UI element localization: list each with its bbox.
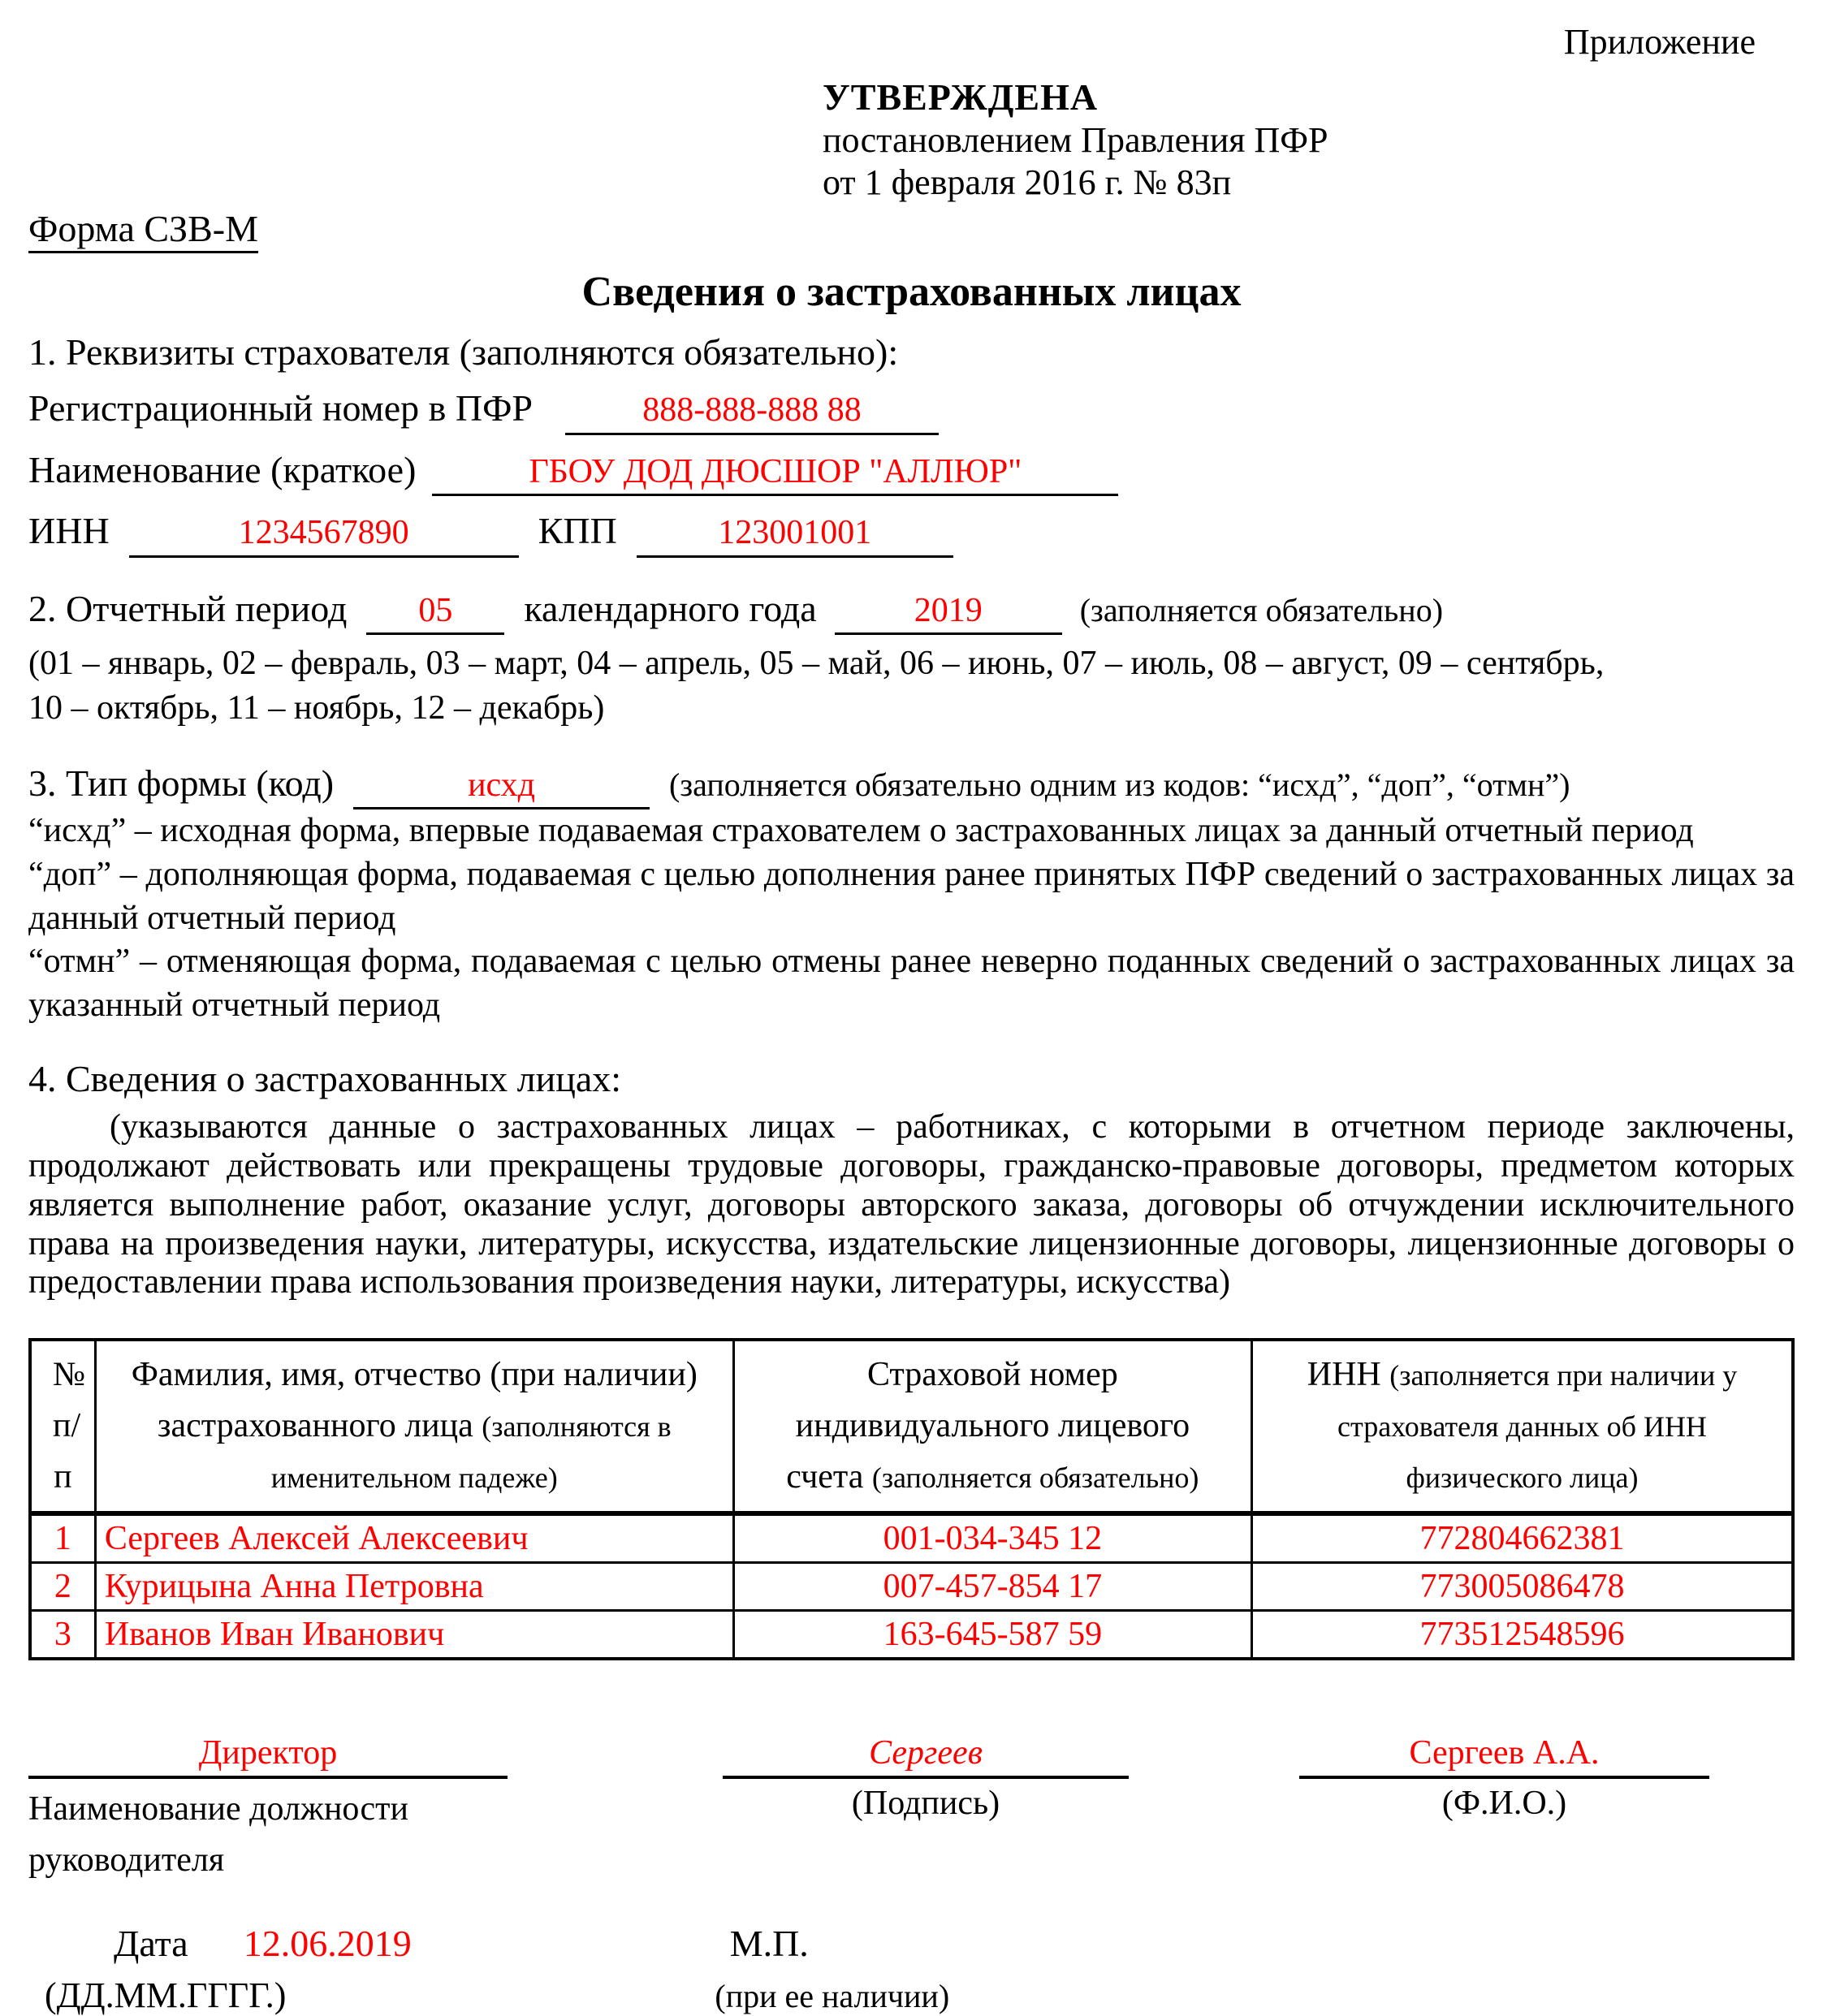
section4-explanation: (указываются данные о застрахованных лицах – работниках, с которыми в отчетном периоде заключены, продолжают действовать или прекращены трудовые договоры, гражданско-правовые договоры, предметом которых является выполнение работ, оказание услуг, договоры авторского заказа, договоры об отчуждении исключительного права на произведения науки, литературы, искусства, издательские лицензионные договоры, лицензионные договоры о предоставлении права использования произведения науки, литературы, искусства) [28, 1107, 1795, 1302]
form-type-label: 3. Тип формы (код) [28, 762, 335, 804]
col-header-inn-main: ИНН [1307, 1356, 1390, 1394]
signature-field[interactable]: Сергеев [723, 1733, 1129, 1779]
fio-caption: (Ф.И.О.) [1441, 1785, 1567, 1823]
document-title: Сведения о застрахованных лицах [581, 269, 1242, 316]
col-header-inn-note: (заполняется при наличии у страхователя данных об ИНН физического лица) [1337, 1359, 1738, 1495]
reporting-period-field[interactable]: 05 [366, 589, 504, 636]
form-type-field[interactable]: исхд [353, 763, 650, 810]
section3-heading-row [28, 762, 1795, 810]
months-legend-line1: (01 – январь, 02 – февраль, 03 – март, 04 – апрель, 05 – май, 06 – июнь, 07 – июль, 08 – август, 09 – сентябрь, [28, 645, 1605, 683]
approval-block [823, 76, 1795, 204]
date-stamp-captions [28, 1975, 1795, 2016]
inn-cell[interactable]: 772804662381 [1251, 1513, 1793, 1563]
kpp-label: КПП [538, 510, 617, 552]
table-row [30, 1563, 1793, 1611]
appendix-label: Приложение [1563, 22, 1756, 62]
calendar-year-field[interactable]: 2019 [835, 589, 1062, 636]
snils-cell[interactable]: 007-457-854 17 [733, 1563, 1251, 1611]
date-stamp-row [28, 1922, 1795, 1965]
date-format-caption: (ДД.ММ.ГГГГ.) [45, 1975, 287, 2016]
section4-heading: 4. Сведения о застрахованных лицах: [28, 1057, 622, 1099]
org-name-label: Наименование (краткое) [28, 448, 417, 490]
position-caption [28, 1784, 508, 1886]
snils-cell[interactable]: 163-645-587 59 [733, 1611, 1251, 1660]
approved-title: УТВЕРЖДЕНА [823, 76, 1099, 118]
row-number: 2 [30, 1563, 95, 1611]
signature-caption: (Подпись) [851, 1785, 1000, 1823]
position-caption-line1: Наименование должности [28, 1790, 408, 1828]
section3-codes-note: (заполняется обязательно одним из кодов: “исхд”, “доп”, “отмн”) [669, 766, 1570, 803]
reg-number-field[interactable]: 888-888-888 88 [565, 388, 939, 435]
table-row [30, 1611, 1793, 1660]
section1-heading: 1. Реквизиты страхователя (заполняются обязательно): [28, 331, 899, 373]
col-header-snils-main: Страховой номер индивидуального лицевого счета [786, 1356, 1190, 1496]
calendar-year-label: календарного года [524, 587, 817, 629]
dop-definition: “доп” – дополняющая форма, подаваемая с целью дополнения ранее принятых ПФР сведений о застрахованных лицах за данный отчетный период [28, 855, 1795, 937]
section2-mandatory-note: (заполняется обязательно) [1079, 591, 1444, 628]
reg-number-row [28, 386, 1795, 435]
inn-cell[interactable]: 773512548596 [1251, 1611, 1793, 1660]
inn-field[interactable]: 1234567890 [129, 511, 519, 558]
col-header-snils-note: (заполняется обязательно) [871, 1461, 1199, 1495]
col-header-number-pp: п/п [53, 1407, 81, 1496]
col-header-number [30, 1340, 95, 1513]
table-header-row [30, 1340, 1793, 1513]
form-name-text: Форма СЗВ-М [28, 208, 258, 253]
inn-cell[interactable]: 773005086478 [1251, 1563, 1793, 1611]
reporting-period-label: 2. Отчетный период [28, 587, 348, 629]
signature-block [723, 1733, 1129, 1886]
table-row [30, 1513, 1793, 1563]
stamp-caption: (при ее наличии) [715, 1978, 950, 2015]
fio-block [1299, 1733, 1709, 1886]
reg-number-label: Регистрационный номер в ПФР [28, 387, 533, 430]
months-legend-line2: 10 – октябрь, 11 – ноябрь, 12 – декабрь) [28, 689, 605, 727]
approved-resolution-line: постановлением Правления ПФР [823, 120, 1328, 161]
insured-name-cell[interactable]: Иванов Иван Иванович [95, 1611, 733, 1660]
insured-persons-table [28, 1338, 1795, 1660]
signature-section [28, 1733, 1795, 1886]
stamp-label: М.П. [729, 1923, 809, 1965]
col-header-full-name-main: Фамилия, имя, отчество (при наличии) застрахованного лица [131, 1356, 698, 1445]
approved-date-number-line: от 1 февраля 2016 г. № 83п [823, 162, 1232, 203]
kpp-field[interactable]: 123001001 [637, 511, 953, 558]
org-name-field[interactable]: ГБОУ ДОД ДЮСШОР "АЛЛЮР" [432, 450, 1118, 497]
inn-kpp-row [28, 509, 1795, 558]
form-name [28, 207, 1795, 250]
col-header-inn [1251, 1340, 1793, 1513]
fio-field[interactable]: Сергеев А.А. [1299, 1733, 1709, 1779]
snils-cell[interactable]: 001-034-345 12 [733, 1513, 1251, 1563]
insured-name-cell[interactable]: Курицына Анна Петровна [95, 1563, 733, 1611]
col-header-full-name [95, 1340, 733, 1513]
inn-label: ИНН [28, 510, 110, 552]
org-name-row [28, 448, 1795, 497]
row-number: 1 [30, 1513, 95, 1563]
position-block [28, 1733, 508, 1886]
position-field[interactable]: Директор [28, 1733, 508, 1779]
col-header-number-sign: № [53, 1356, 86, 1394]
date-label: Дата [114, 1923, 188, 1965]
months-legend [28, 641, 1795, 730]
otmn-definition: “отмн” – отменяющая форма, подаваемая с целью отмены ранее неверно поданных сведений о застрахованных лицах за указанный отчетный период [28, 943, 1795, 1025]
iskhd-definition: “исхд” – исходная форма, впервые подаваемая страхователем о застрахованных лицах за данный отчетный период [28, 812, 1694, 850]
row-number: 3 [30, 1611, 95, 1660]
section2-heading-row [28, 587, 1795, 636]
position-caption-line2: руководителя [28, 1841, 225, 1880]
insured-name-cell[interactable]: Сергеев Алексей Алексеевич [95, 1513, 733, 1563]
col-header-full-name-note: (заполняются в именительном падеже) [270, 1410, 672, 1495]
date-field[interactable]: 12.06.2019 [243, 1923, 412, 1965]
col-header-snils [733, 1340, 1251, 1513]
